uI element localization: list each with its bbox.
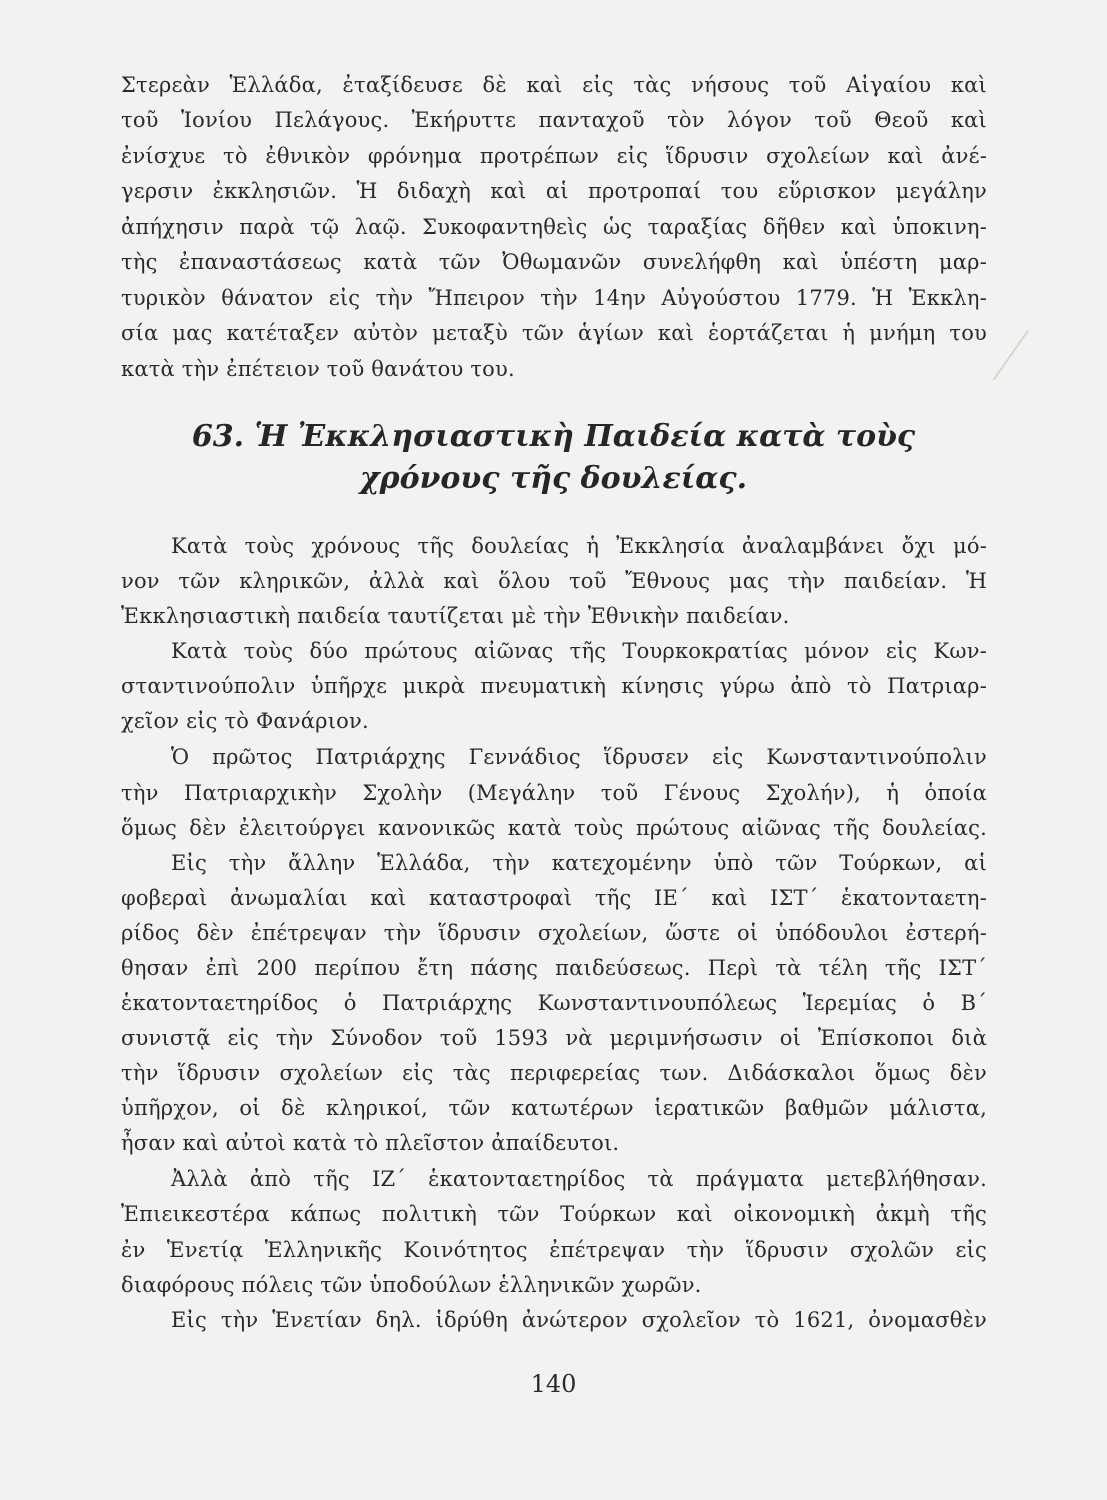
text-line: Κατὰ τοὺς χρόνους τῆς δουλείας ἡ Ἐκκλησία ἀναλαμβάνει ὄχι μό- [171,534,987,558]
scan-mark [993,330,1029,380]
text-line: τοῦ Ἰονίου Πελάγους. Ἐκήρυττε πανταχοῦ τὸν λόγον τοῦ Θεοῦ καὶ [121,108,987,132]
section-heading-line-2: χρόνους τῆς δουλείας. [359,461,748,496]
text-line: συνιστᾷ εἰς τὴν Σύνοδον τοῦ 1593 νὰ μεριμνήσωσιν οἱ Ἐπίσκοποι διὰ [121,1026,987,1050]
text-line: τὴν Πατριαρχικὴν Σχολὴν (Μεγάλην τοῦ Γένους Σχολήν), ἡ ὁποία [121,781,987,805]
text-line: νον τῶν κληρικῶν, ἀλλὰ καὶ ὅλου τοῦ Ἔθνους μας τὴν παιδείαν. Ἡ [121,569,987,593]
text-line: θησαν ἐπὶ 200 περίπου ἔτη πάσης παιδεύσεως. Περὶ τὰ τέλη τῆς ΙΣΤ΄ [121,956,987,980]
text-line: Ἀλλὰ ἀπὸ τῆς ΙΖ΄ ἑκατονταετηρίδος τὰ πράγματα μετεβλήθησαν. [171,1167,987,1191]
text-line: Στερεὰν Ἑλλάδα, ἐταξίδευσε δὲ καὶ εἰς τὰς νήσους τοῦ Αἰγαίου καὶ [121,73,987,97]
text-line: σία μας κατέταξεν αὐτὸν μεταξὺ τῶν ἁγίων καὶ ἑορτάζεται ἡ μνήμη του [121,321,987,345]
text-line: γερσιν ἐκκλησιῶν. Ἡ διδαχὴ καὶ αἱ προτροπαί του εὕρισκον μεγάλην [121,179,987,203]
text-line: φοβεραὶ ἀνωμαλίαι καὶ καταστροφαὶ τῆς ΙΕ΄ καὶ ΙΣΤ΄ ἑκατονταετη- [121,886,987,910]
text-line: τυρικὸν θάνατον εἰς τὴν Ἤπειρον τὴν 14ην Αὐγούστου 1779. Ἡ Ἐκκλη- [121,286,987,310]
text-line: ἑκατονταετηρίδος ὁ Πατριάρχης Κωνσταντινουπόλεως Ἱερεμίας ὁ Β΄ [121,991,987,1015]
text-line: Εἰς τὴν ἄλλην Ἑλλάδα, τὴν κατεχομένην ὑπὸ τῶν Τούρκων, αἱ [171,851,987,875]
text-line: διαφόρους πόλεις τῶν ὑποδούλων ἑλληνικῶν χωρῶν. [121,1273,702,1297]
text-line: τὴς ἐπαναστάσεως κατὰ τῶν Ὀθωμανῶν συνελήφθη καὶ ὑπέστη μαρ- [121,250,987,274]
text-line: Ὁ πρῶτος Πατριάρχης Γεννάδιος ἵδρυσεν εἰς Κωνσταντινούπολιν [171,745,987,769]
text-line: ἀπήχησιν παρὰ τῷ λαῷ. Συκοφαντηθεὶς ὡς ταραξίας δῆθεν καὶ ὑποκινη- [121,215,987,239]
text-line: Ἐπιεικεστέρα κάπως πολιτικὴ τῶν Τούρκων καὶ οἰκονομικὴ ἀκμὴ τῆς [121,1202,987,1226]
page-number: 140 [530,1370,577,1398]
text-line: χεῖον εἰς τὸ Φανάριον. [121,709,369,733]
section-heading-line-1: 63. Ἡ Ἐκκλησιαστικὴ Παιδεία κατὰ τοὺς [191,419,916,454]
text-line: ἐνίσχυε τὸ ἐθνικὸν φρόνημα προτρέπων εἰς ἵδρυσιν σχολείων καὶ ἀνέ- [121,144,987,168]
text-line: Ἐκκλησιαστικὴ παιδεία ταυτίζεται μὲ τὴν Ἐθνικὴν παιδείαν. [121,604,790,628]
text-line: ρίδος δὲν ἐπέτρεψαν τὴν ἵδρυσιν σχολείων, ὥστε οἱ ὑπόδουλοι ἐστερή- [121,921,987,945]
text-line: ἦσαν καὶ αὐτοὶ κατὰ τὸ πλεῖστον ἀπαίδευτοι. [121,1131,620,1155]
text-line: Εἰς τὴν Ἑνετίαν δηλ. ἱδρύθη ἀνώτερον σχολεῖον τὸ 1621, ὀνομασθὲν [171,1308,987,1332]
text-line: σταντινούπολιν ὑπῆρχε μικρὰ πνευματικὴ κίνησις γύρω ἀπὸ τὸ Πατριαρ- [121,674,987,698]
text-line: ἐν Ἑνετίᾳ Ἑλληνικῆς Κοινότητος ἐπέτρεψαν τὴν ἵδρυσιν σχολῶν εἰς [121,1238,987,1262]
text-line: ὅμως δὲν ἐλειτούργει κανονικῶς κατὰ τοὺς πρώτους αἰῶνας τῆς δουλείας. [121,816,987,840]
text-line: κατὰ τὴν ἐπέτειον τοῦ θανάτου του. [121,357,515,381]
text-line: Κατὰ τοὺς δύο πρώτους αἰῶνας τῆς Τουρκοκρατίας μόνον εἰς Κων- [171,639,987,663]
text-line: ὑπῆρχον, οἱ δὲ κληρικοί, τῶν κατωτέρων ἱερατικῶν βαθμῶν μάλιστα, [121,1096,987,1120]
text-line: τὴν ἵδρυσιν σχολείων εἰς τὰς περιφερείας των. Διδάσκαλοι ὅμως δὲν [121,1061,987,1085]
